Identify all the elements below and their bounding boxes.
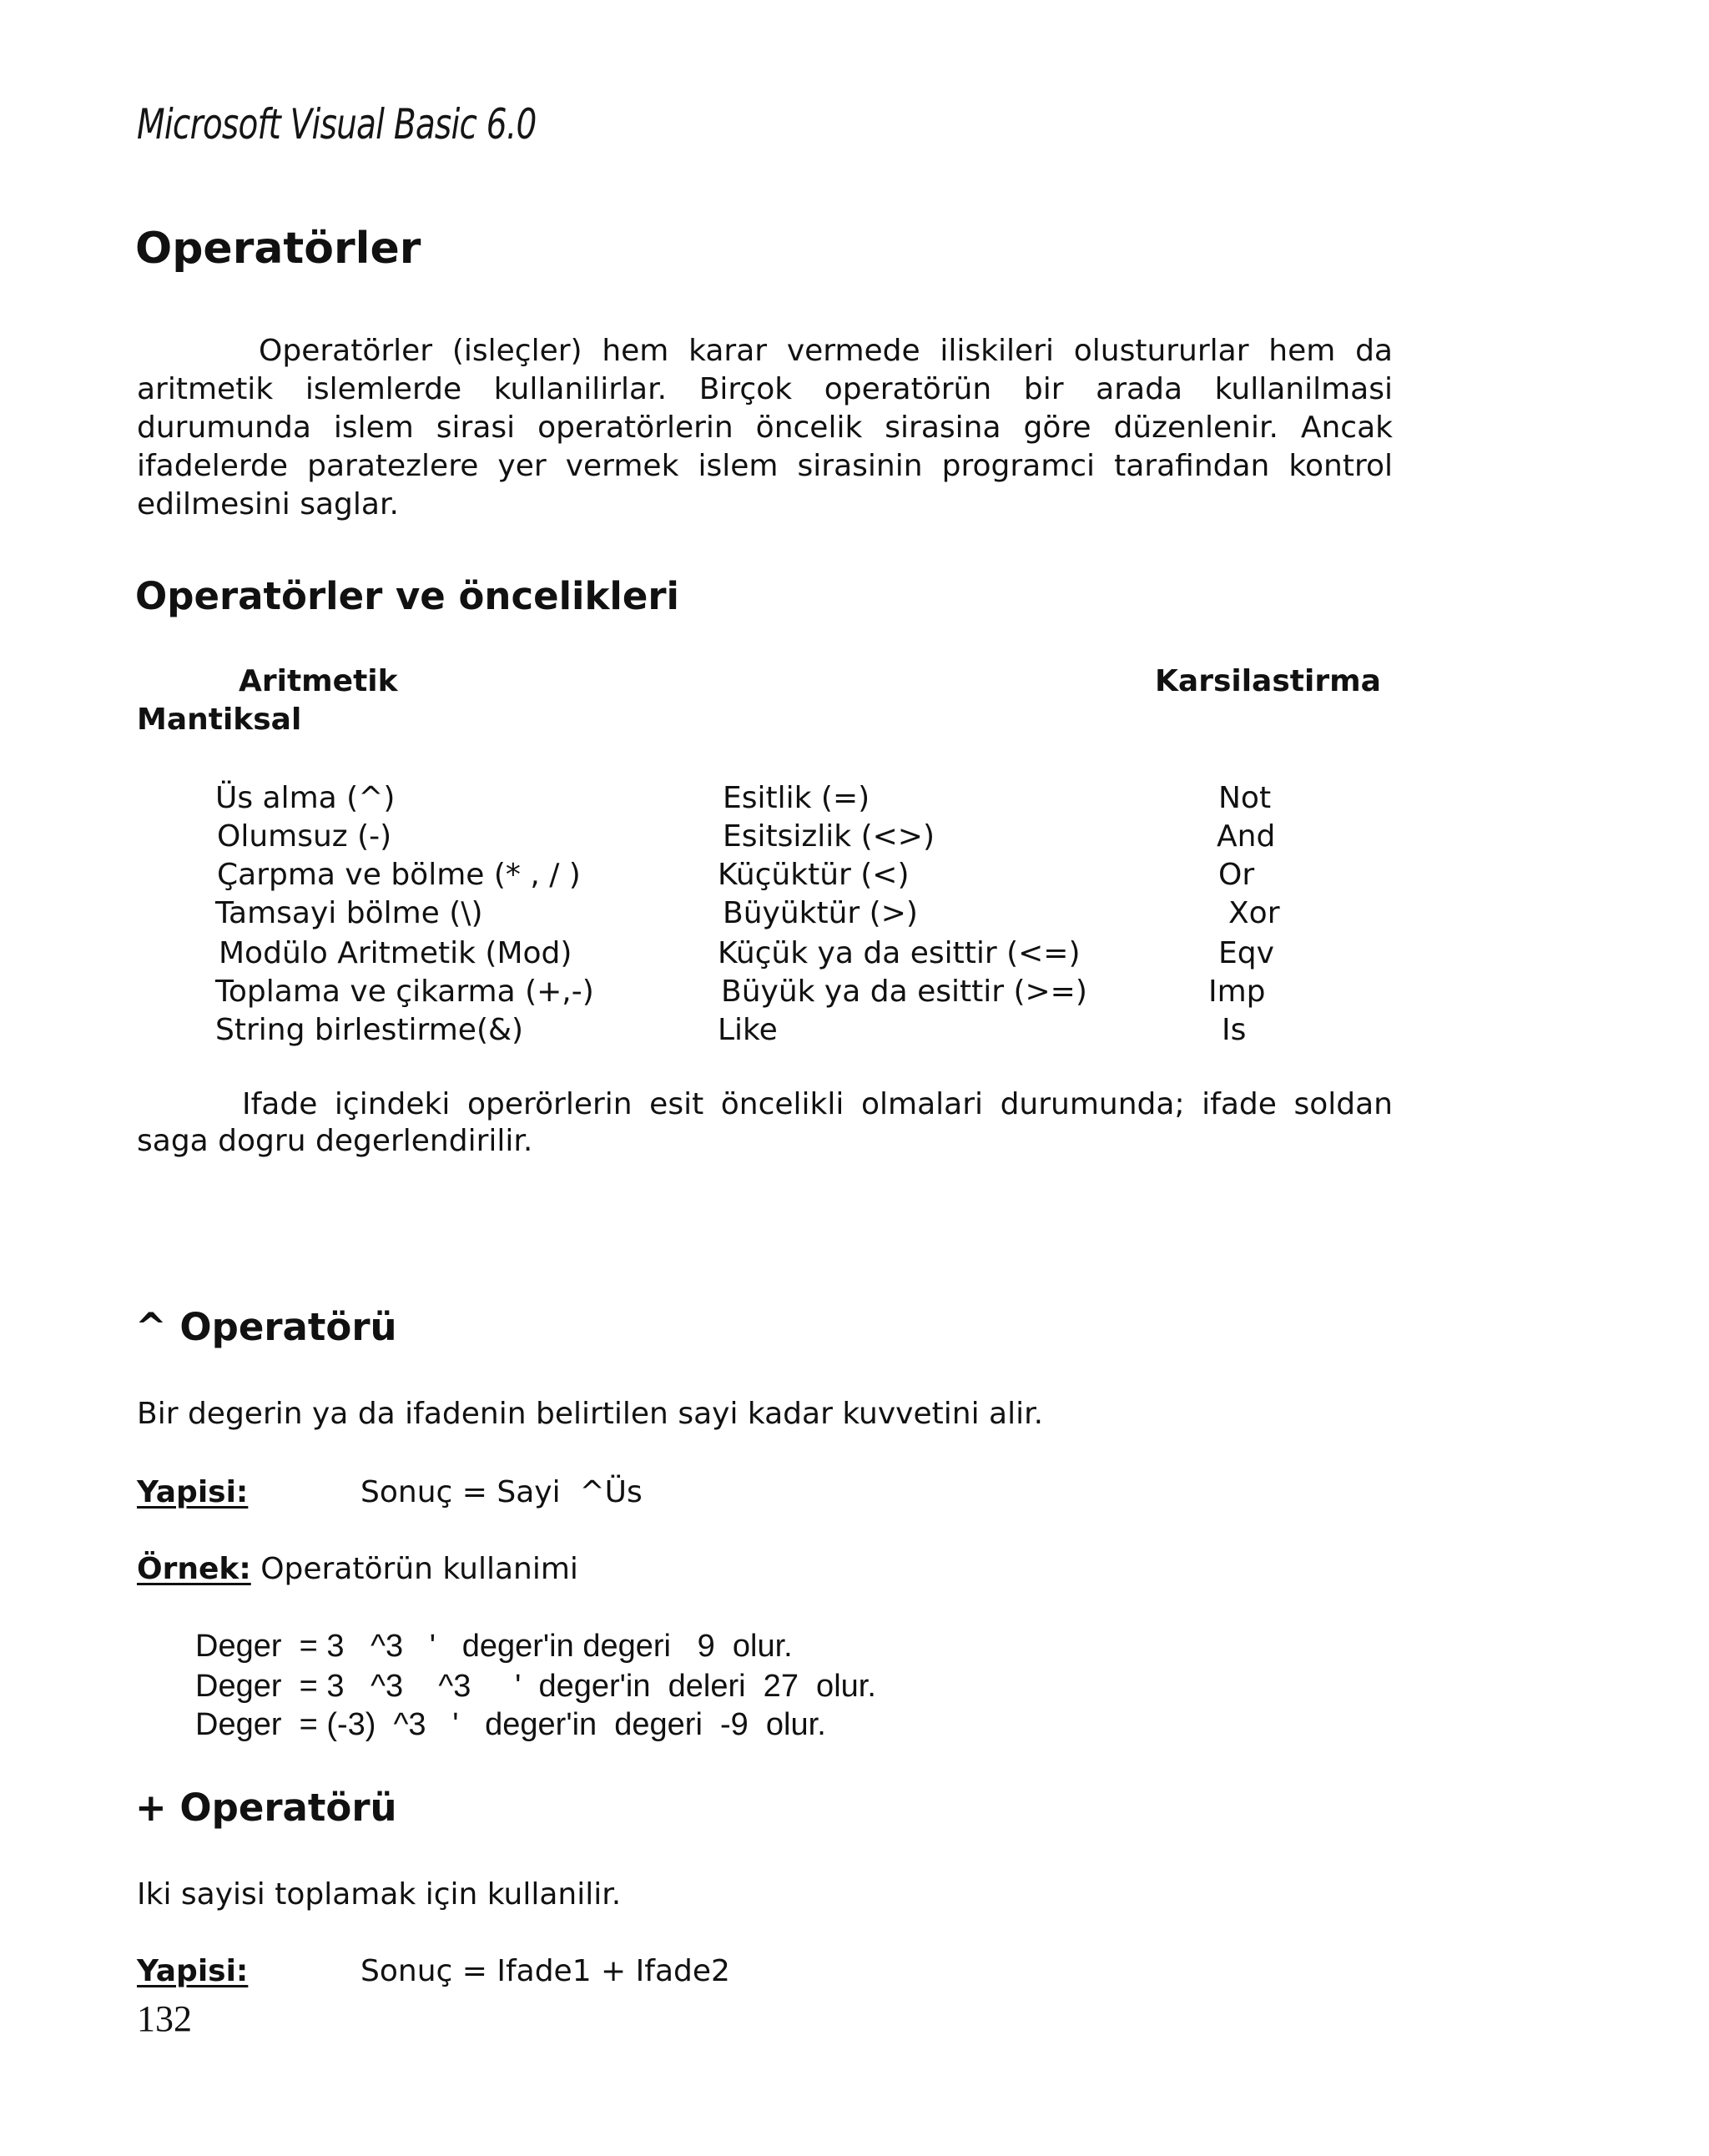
code-example-line: Deger = 3 ^3 ' deger'in degeri 9 olur. bbox=[195, 1629, 793, 1664]
plus-syntax: Sonuç = Ifade1 + Ifade2 bbox=[360, 1954, 730, 1988]
intro-paragraph-text: Operatörler (isleçler) hem karar vermede iliskileri olustururlar hem da aritmetik islemlerde kullanilirlar. Birçok operatörün bir arada kullanilmasi durumunda islem sirasi operatörlerin öncelik sirasina göre düzenlenir. Ancak ifadelerde paratezlere yer vermek islem sirasinin programci tarafindan kontrol edilmesini saglar. bbox=[137, 334, 1393, 521]
running-header: Microsoft Visual Basic 6.0 bbox=[137, 100, 537, 149]
list-item: String birlestirme(&) bbox=[215, 1013, 524, 1047]
list-item: Tamsayi bölme (\) bbox=[215, 896, 483, 930]
list-item: Eqv bbox=[1218, 936, 1274, 970]
list-item: Is bbox=[1222, 1013, 1247, 1047]
column-header-arithmetic: Aritmetik bbox=[239, 664, 398, 698]
power-operator-description: Bir degerin ya da ifadenin belirtilen sayi kadar kuvvetini alir. bbox=[137, 1397, 1044, 1431]
plus-operator-description: Iki sayisi toplamak için kullanilir. bbox=[137, 1877, 622, 1912]
list-item: Küçüktür (<) bbox=[718, 858, 910, 892]
page-title: Operatörler bbox=[135, 224, 421, 274]
list-item: Olumsuz (-) bbox=[217, 819, 392, 854]
power-syntax-label bbox=[137, 1473, 248, 1512]
list-item: Like bbox=[718, 1013, 778, 1047]
power-syntax: Sonuç = Sayi ^Üs bbox=[360, 1475, 643, 1509]
list-item: Xor bbox=[1228, 896, 1280, 930]
list-item: Modülo Aritmetik (Mod) bbox=[219, 936, 572, 970]
list-item: Küçük ya da esittir (<=) bbox=[718, 936, 1081, 970]
list-item: Esitlik (=) bbox=[723, 781, 870, 815]
list-item: Or bbox=[1218, 858, 1255, 892]
precedence-heading: Operatörler ve öncelikleri bbox=[135, 574, 679, 618]
plus-syntax-label bbox=[137, 1952, 248, 1991]
example-label: Örnek: bbox=[137, 1552, 251, 1586]
list-item: And bbox=[1217, 819, 1276, 854]
example-text: Operatörün kullanimi bbox=[250, 1552, 578, 1586]
list-item: Çarpma ve bölme (* , / ) bbox=[217, 858, 581, 892]
code-example-line: Deger = (-3) ^3 ' deger'in degeri -9 olur. bbox=[195, 1707, 826, 1742]
precedence-note bbox=[137, 1086, 1393, 1160]
list-item: Not bbox=[1218, 781, 1272, 815]
code-example-line: Deger = 3 ^3 ^3 ' deger'in deleri 27 olur. bbox=[195, 1669, 876, 1704]
list-item: Imp bbox=[1208, 975, 1266, 1009]
list-item: Büyüktür (>) bbox=[723, 896, 918, 930]
list-item: Büyük ya da esittir (>=) bbox=[721, 975, 1087, 1009]
list-item: Esitsizlik (<>) bbox=[723, 819, 935, 854]
list-item: Toplama ve çikarma (+,-) bbox=[215, 975, 594, 1009]
intro-paragraph bbox=[137, 332, 1393, 524]
syntax-label: Yapisi: bbox=[137, 1475, 249, 1509]
list-item: Üs alma (^) bbox=[215, 781, 396, 815]
plus-operator-heading: + Operatörü bbox=[135, 1786, 397, 1830]
power-example-line bbox=[137, 1550, 578, 1589]
column-header-comparison: Karsilastirma bbox=[1155, 664, 1381, 698]
power-operator-heading: ^ Operatörü bbox=[135, 1305, 397, 1349]
syntax-label: Yapisi: bbox=[137, 1954, 249, 1988]
page-number: 132 bbox=[137, 1998, 192, 2039]
precedence-note-text: Ifade içindeki operörlerin esit öncelikli olmalari durumunda; ifade soldan saga dogru degerlendirilir. bbox=[137, 1087, 1393, 1158]
column-header-logical: Mantiksal bbox=[137, 703, 302, 737]
